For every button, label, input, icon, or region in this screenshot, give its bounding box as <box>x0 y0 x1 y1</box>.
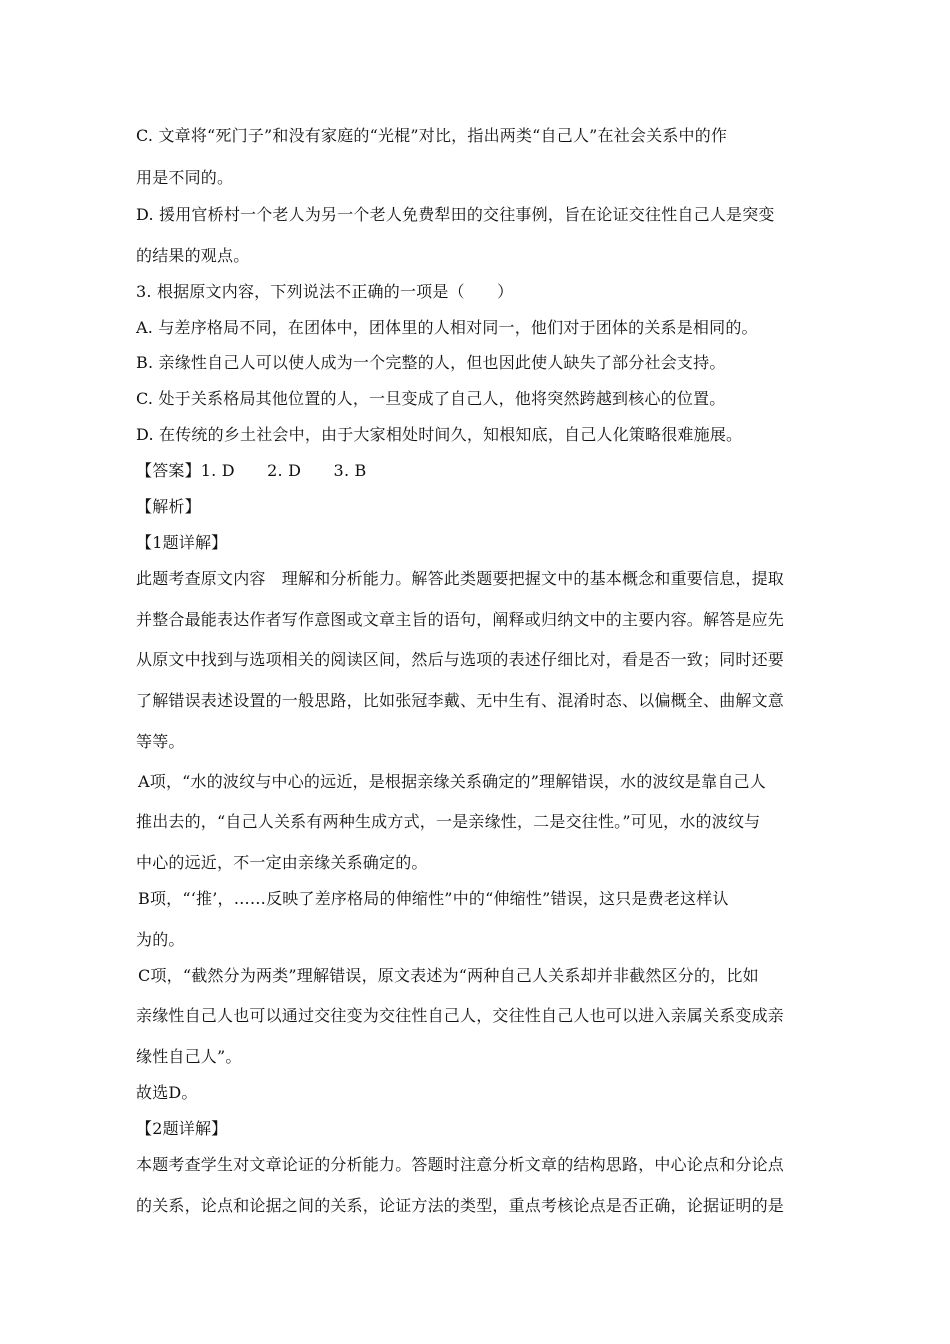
analysis-heading: 【解析】 <box>136 497 201 516</box>
option-d-line-2: 的结果的观点。 <box>136 246 250 265</box>
q3-option-d: D. 在传统的乡土社会中，由于大家相处时间久，知根知底，自己人化策略很难施展。 <box>136 425 743 444</box>
item-c-line-3: 缘性自己人”。 <box>136 1047 242 1066</box>
option-c-line-2: 用是不同的。 <box>136 168 234 187</box>
item-c-line-1: C项，“截然分为两类”理解错误，原文表述为“两种自己人关系却并非截然区分的，比如 <box>138 966 759 985</box>
q1-detail-heading: 【1题详解】 <box>136 533 228 552</box>
q2-detail-heading: 【2题详解】 <box>136 1119 228 1138</box>
item-b-line-2: 为的。 <box>136 930 185 949</box>
q1-paragraph-line-2: 并整合最能表达作者写作意图或文章主旨的语句，阐释或归纳文中的主要内容。解答是应先 <box>136 610 785 629</box>
option-d-line-1: D. 援用官桥村一个老人为另一个老人免费犁田的交往事例，旨在论证交往性自己人是突变 <box>136 205 775 224</box>
q1-paragraph-line-4: 了解错误表述设置的一般思路，比如张冠李戴、无中生有、混淆时态、以偏概全、曲解文意 <box>136 691 785 710</box>
choice-line: 故选D。 <box>136 1083 198 1102</box>
item-a-line-3: 中心的远近，不一定由亲缘关系确定的。 <box>136 853 428 872</box>
q2-paragraph-line-1: 本题考查学生对文章论证的分析能力。答题时注意分析文章的结构思路，中心论点和分论点 <box>136 1155 785 1174</box>
answer-line: 【答案】1. D 2. D 3. B <box>136 461 367 480</box>
q3-option-a: A. 与差序格局不同，在团体中，团体里的人相对同一，他们对于团体的关系是相同的。 <box>136 318 758 337</box>
q3-option-c: C. 处于关系格局其他位置的人，一旦变成了自己人，他将突然跨越到核心的位置。 <box>136 389 726 408</box>
item-c-line-2: 亲缘性自己人也可以通过交往变为交往性自己人，交往性自己人也可以进入亲属关系变成亲 <box>136 1006 785 1025</box>
item-a-line-1: A项，“水的波纹与中心的远近，是根据亲缘关系确定的”理解错误，水的波纹是靠自己人 <box>138 772 766 791</box>
item-a-line-2: 推出去的，“自己人关系有两种生成方式，一是亲缘性，二是交往性。”可见，水的波纹与 <box>136 812 761 831</box>
item-b-line-1: B项，“‘推’，……反映了差序格局的伸缩性”中的“伸缩性”错误，这只是费老这样认 <box>138 889 729 908</box>
q3-option-b: B. 亲缘性自己人可以使人成为一个完整的人，但也因此使人缺失了部分社会支持。 <box>136 353 726 372</box>
q1-paragraph-line-5: 等等。 <box>136 732 185 751</box>
option-c-line-1: C. 文章将“死门子”和没有家庭的“光棍”对比，指出两类“自己人”在社会关系中的作 <box>136 126 728 145</box>
question-3: 3. 根据原文内容，下列说法不正确的一项是（ ） <box>136 282 514 301</box>
q1-paragraph-line-1: 此题考查原文内容 理解和分析能力。解答此类题要把握文中的基本概念和重要信息，提取 <box>136 569 785 588</box>
q1-paragraph-line-3: 从原文中找到与选项相关的阅读区间，然后与选项的表述仔细比对，看是否一致；同时还要 <box>136 650 785 669</box>
q2-paragraph-line-2: 的关系，论点和论据之间的关系，论证方法的类型，重点考核论点是否正确，论据证明的是 <box>136 1196 785 1215</box>
